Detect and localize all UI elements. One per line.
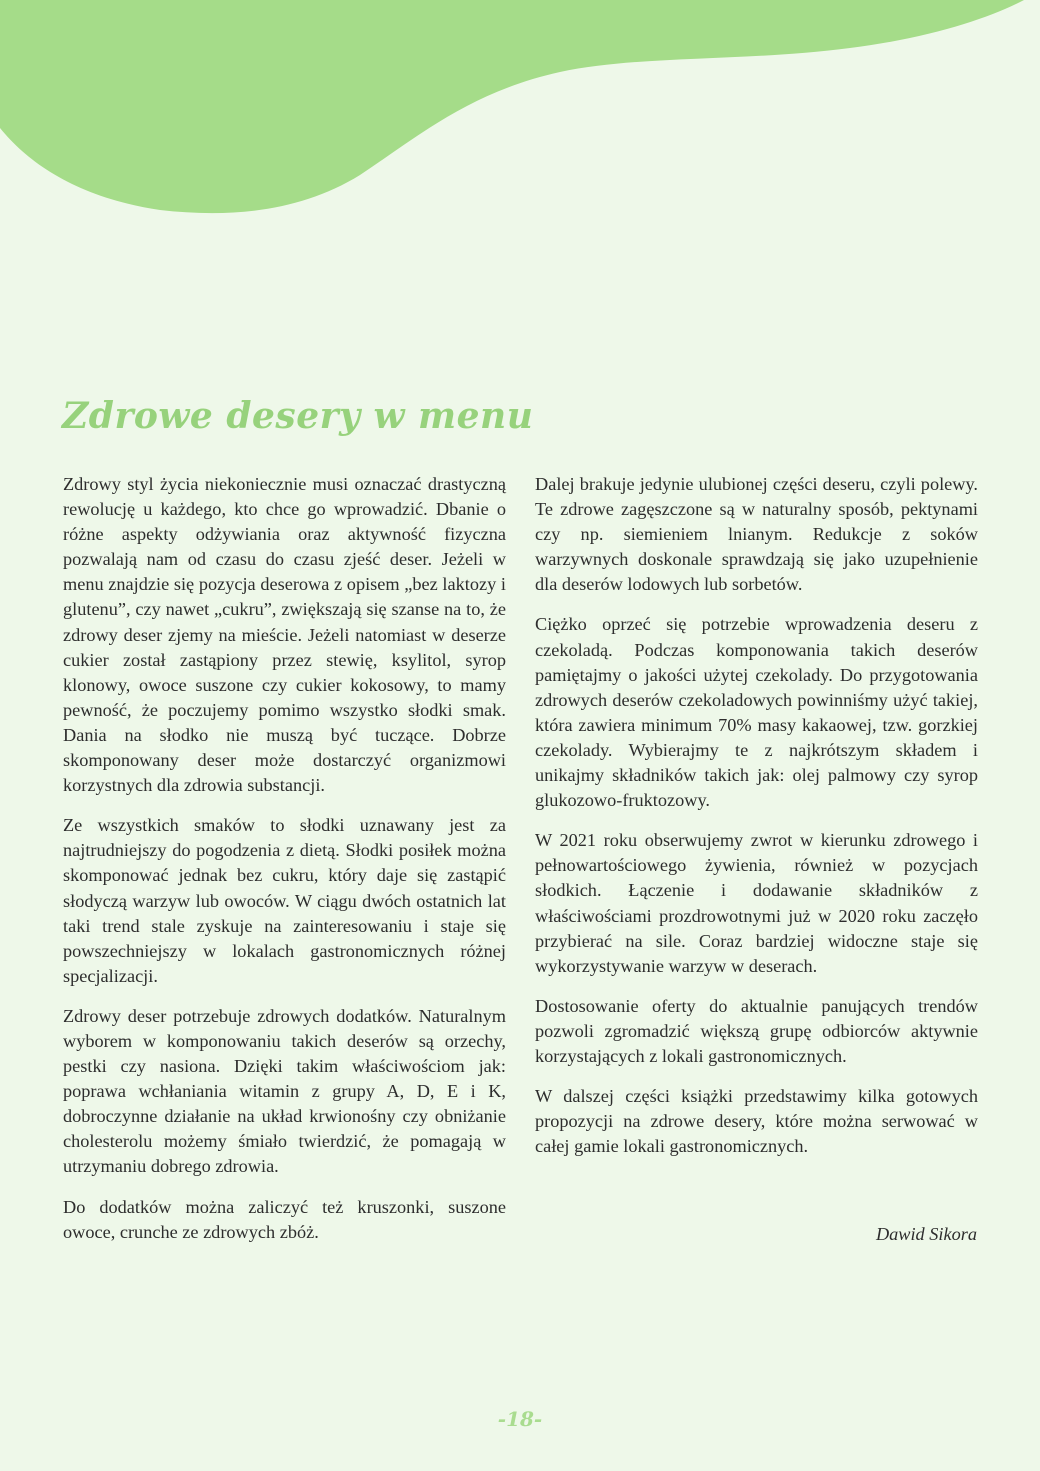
right-column (535, 472, 978, 1174)
article-title: Zdrowe desery w menu (62, 395, 534, 437)
page-number: -18- (497, 1407, 543, 1431)
paragraph: Dalej brakuje jedynie ulubionej części deseru, czyli polewy. Te zdrowe zagęszczone są w naturalny sposób, pektynami czy np. siemieniem lnianym. Redukcje z soków warzywnych doskonale sprawdzają się jako uzupełnienie dla deserów lodowych lub sorbetów. (535, 474, 978, 595)
paragraph: Dostosowanie oferty do aktualnie panujących trendów pozwoli zgromadzić większą grupę odbiorców aktywnie korzystających z lokali gastronomicznych. (535, 995, 978, 1066)
paragraph: Zdrowy deser potrzebuje zdrowych dodatków. Naturalnym wyborem w komponowaniu takich deserów są orzechy, pestki czy nasiona. Dzięki takim właściwościom jak: poprawa wchłaniania witamin z grupy A, D, E i K, dobroczynne działanie na układ krwionośny czy obniżanie cholesterolu możemy śmiało twierdzić, że pomagają w utrzymaniu dobrego zdrowia. (63, 1005, 506, 1177)
paragraph: W 2021 roku obserwujemy zwrot w kierunku zdrowego i pełnowartościowego żywienia, również w pozycjach słodkich. Łączenie i dodawanie składników z właściwościami prozdrowotnymi już w 2020 roku zaczęło przybierać na sile. Coraz bardziej widoczne staje się wykorzystywanie warzyw w deserach. (535, 830, 978, 976)
header-wave-decoration (0, 0, 1040, 230)
paragraph: Ze wszystkich smaków to słodki uznawany jest za najtrudniejszy do pogodzenia z dietą. Słodki posiłek można skomponować jednak bez cukru, który daje się zastąpić słodyczą warzyw lub owoców. W ciągu dwóch ostatnich lat taki trend stale zyskuje na zainteresowaniu i staje się powszechniejszy w lokalach gastronomicznych różnej specjalizacji. (63, 815, 506, 986)
author-signature: Dawid Sikora (875, 1224, 977, 1244)
paragraph: Ciężko oprzeć się potrzebie wprowadzenia deseru z czekoladą. Podczas komponowania takich deserów pamiętajmy o jakości użytej czekolady. Do przygotowania zdrowych deserów czekoladowych powinniśmy użyć takiej, która zawiera minimum 70% masy kakaowej, tzw. gorzkiej czekolady. Wybierajmy te z najkrótszym składem i unikajmy składników takich jak: olej palmowy czy syrop glukozowo-fruktozowy. (535, 614, 978, 811)
left-column (63, 472, 506, 1260)
wave-shape (0, 0, 1024, 213)
paragraph: Zdrowy styl życia niekoniecznie musi oznaczać drastyczną rewolucję u każdego, kto chce go wprowadzić. Dbanie o różne aspekty odżywiania oraz aktywność fizyczna pozwalają nam od czasu do czasu zjeść deser. Jeżeli w menu znajdzie się pozycja deserowa z opisem „bez laktozy i glutenu”, czy nawet „cukru”, zwiększają się szanse na to, że zdrowy deser zjemy na mieście. Jeżeli natomiast w deserze cukier został zastąpiony przez stewię, ksylitol, syrop klonowy, owoce suszone czy cukier kokosowy, to mamy pewność, że poczujemy pomimo wszystko słodki smak. Dania na słodko nie muszą być tuczące. Dobrze skomponowany deser może dostarczyć organizmowi korzystnych dla zdrowia substancji. (63, 474, 506, 796)
paragraph: W dalszej części książki przedstawimy kilka gotowych propozycji na zdrowe desery, które można serwować w całej gamie lokali gastronomicznych. (535, 1086, 978, 1157)
paragraph: Do dodatków można zaliczyć też kruszonki, suszone owoce, crunche ze zdrowych zbóż. (63, 1196, 506, 1242)
